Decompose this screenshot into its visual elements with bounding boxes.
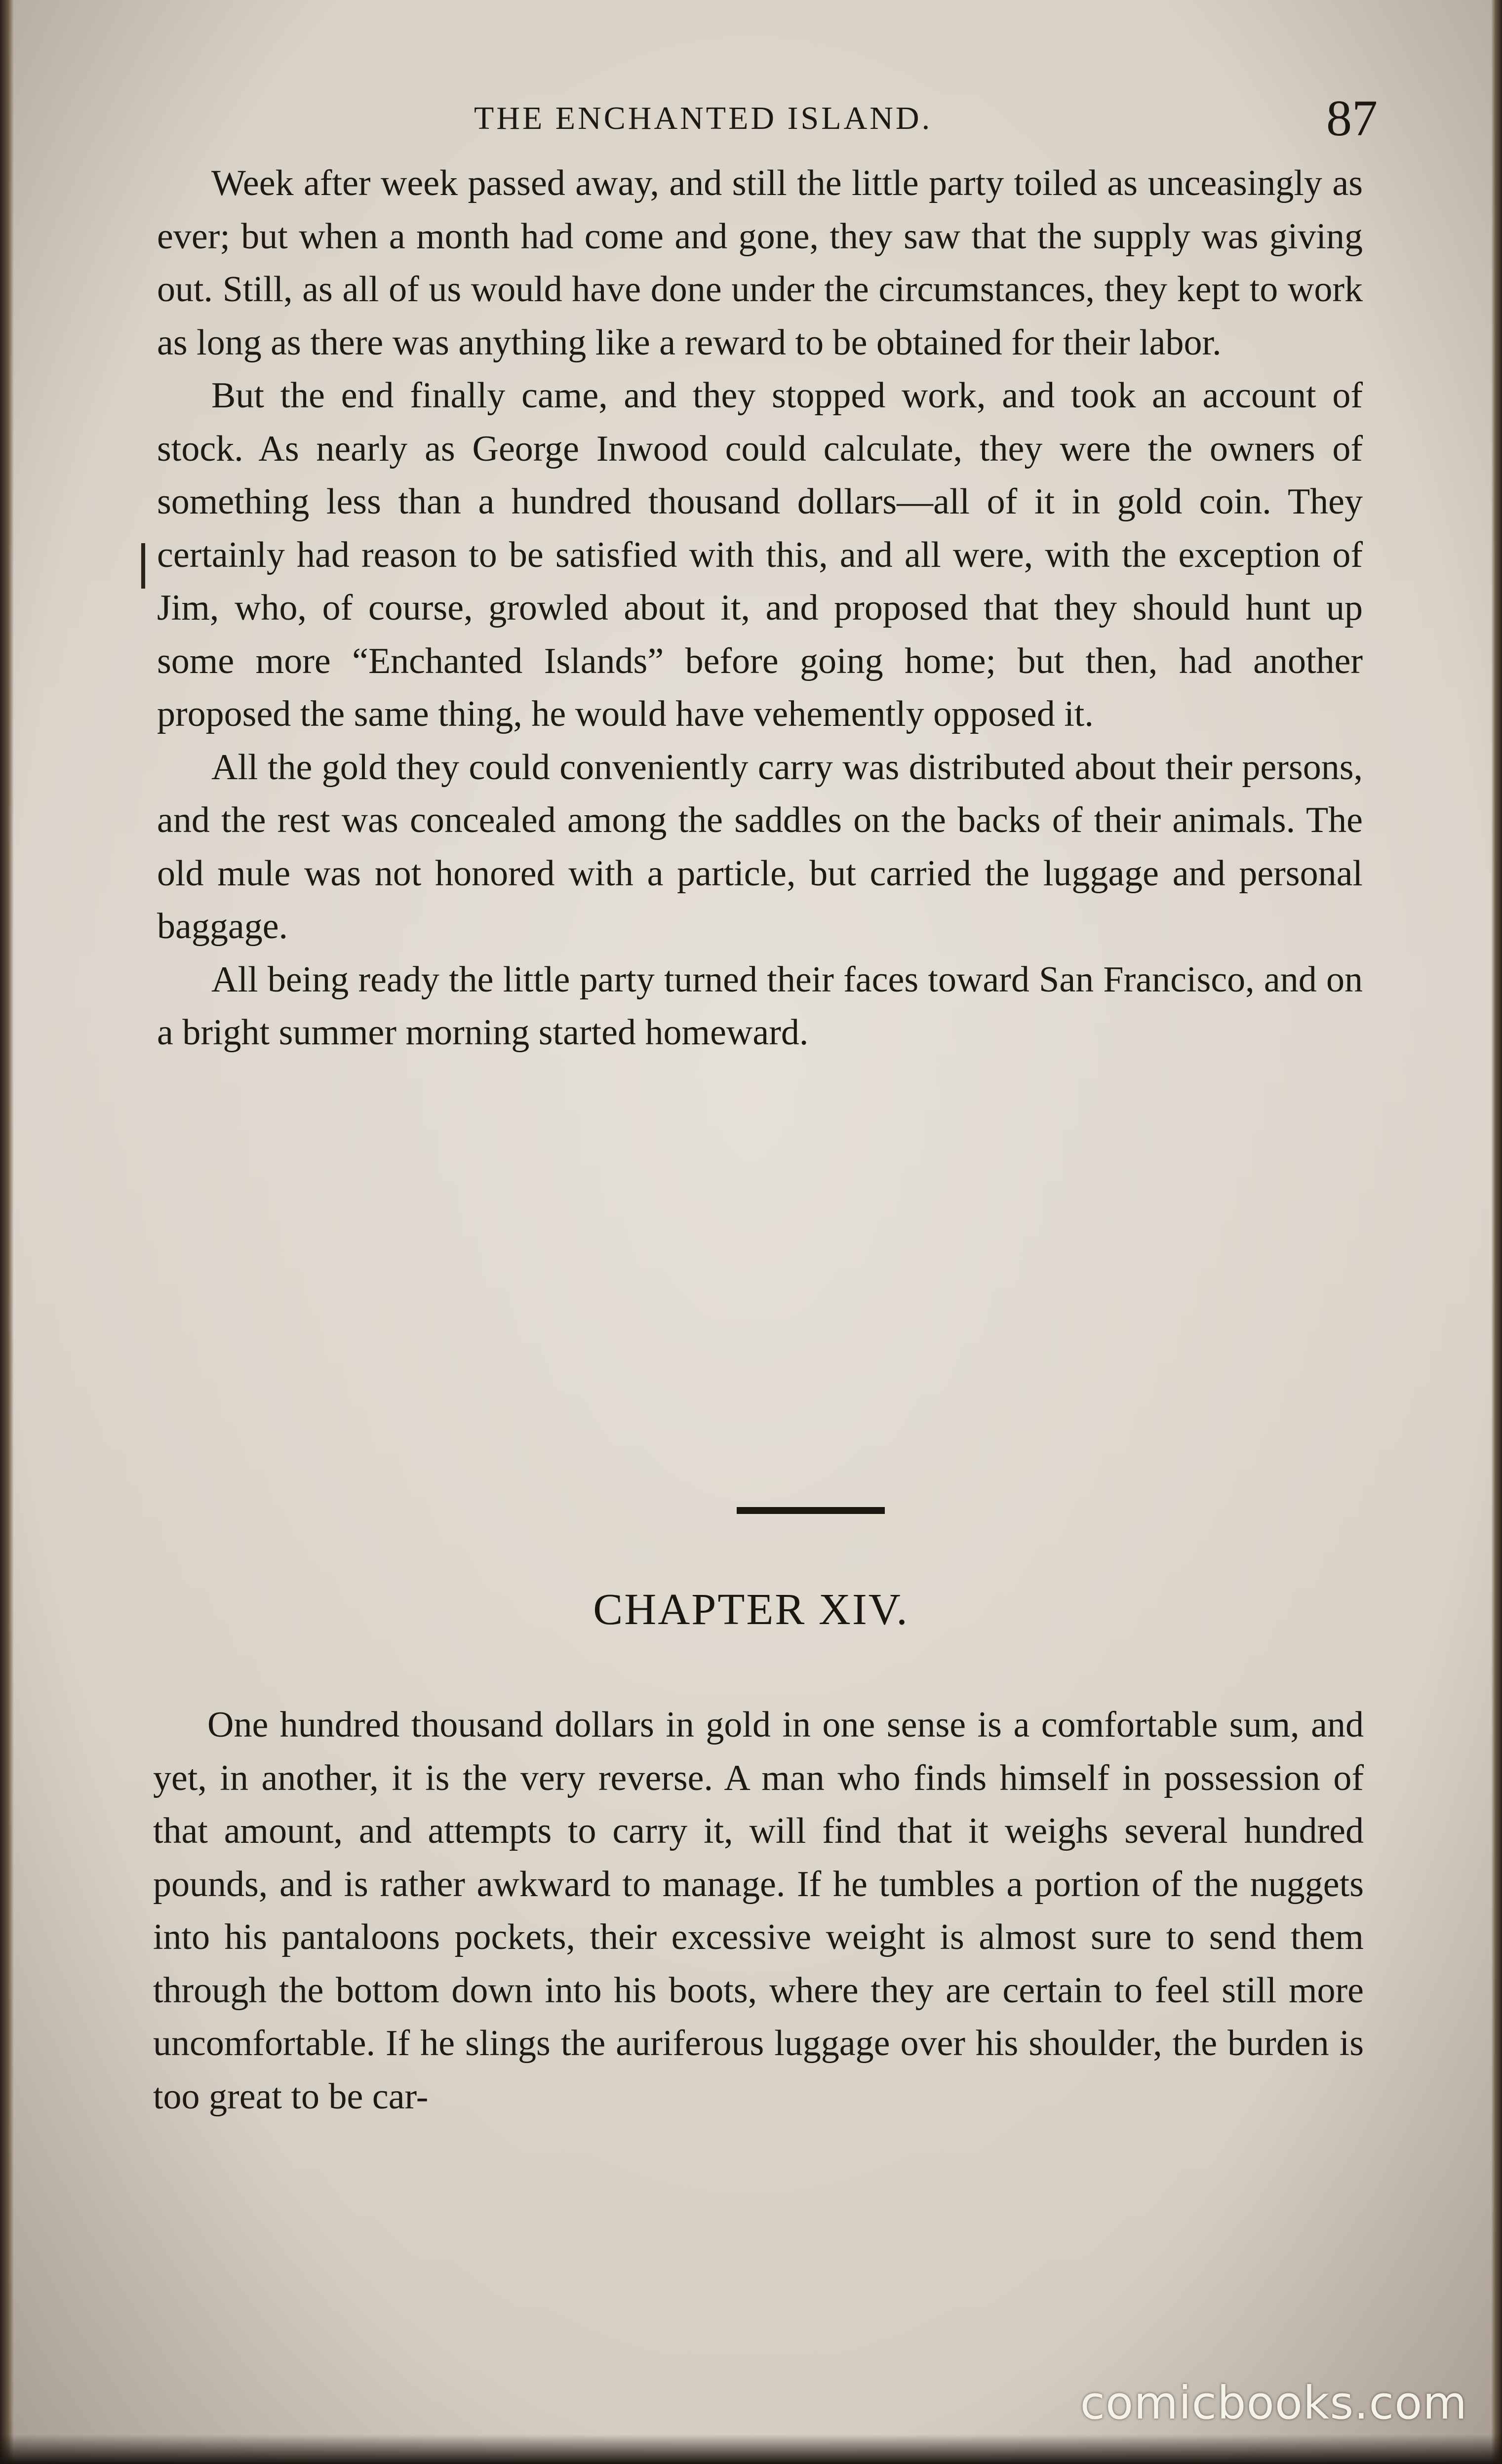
paragraph: Week after week passed away, and still the little party toiled as unceasingly as ever; but when a month had come and gone, they saw that the supply was giving out. Still, as all of us would have done under the circumstances, they kept to work as long as there was anything like a reward to be obtained for their labor. [157,163,1363,363]
site-watermark: comicbooks.com [1080,2377,1467,2429]
chapter-body-text [153,1699,1364,2123]
paragraph: All being ready the little party turned their faces toward San Francisco, and on a bright summer morning started homeward. [157,959,1363,1053]
page-edge-bottom [0,2434,1502,2464]
chapter-divider-rule [737,1507,885,1514]
page-number: 87 [1326,90,1378,147]
chapter-title: CHAPTER XIV. [593,1585,909,1634]
margin-pencil-mark [141,543,145,589]
running-head: THE ENCHANTED ISLAND. [474,100,933,136]
paragraph: All the gold they could conveniently carry was distributed about their persons, and the rest was concealed among the saddles on the backs of their animals. The old mule was not honored with a particle, but carried the luggage and personal baggage. [157,747,1363,947]
paragraph: But the end finally came, and they stopped work, and took an account of stock. As nearly as George Inwood could calculate, they were the owners of something less than a hundred thousand dollars—all of it in gold coin. They certainly had reason to be satisfied with this, and all were, with the exception of Jim, who, of course, growled about it, and proposed that they should hunt up some more “Enchanted Islands” before going home; but then, had another proposed the same thing, he would have vehemently opposed it. [157,375,1363,734]
paragraph: One hundred thousand dollars in gold in one sense is a comfortable sum, and yet, in another, it is the very reverse. A man who finds himself in possession of that amount, and attempts to carry it, will find that it weighs several hundred pounds, and is rather awkward to manage. If he tumbles a portion of the nuggets into his pantaloons pockets, their excessive weight is almost sure to send them through the bottom down into his boots, where they are certain to feel still more uncomfortable. If he slings the auriferous luggage over his shoulder, the burden is too great to be car- [153,1705,1364,2117]
body-text [157,157,1363,1060]
page-header [163,89,1378,148]
page-edge-right [1491,0,1502,2464]
page-edge-left [0,0,14,2464]
